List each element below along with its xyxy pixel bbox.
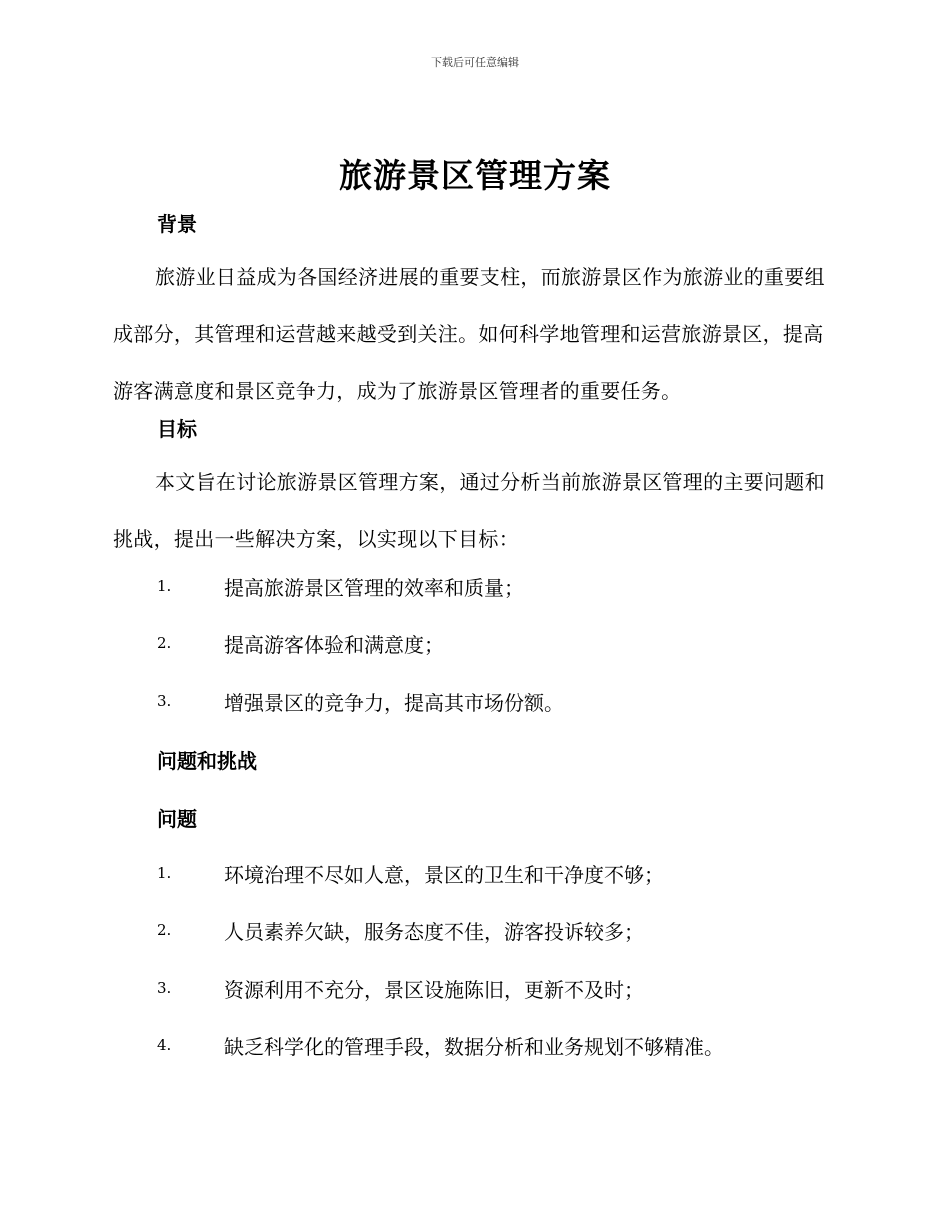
goal-list-item <box>157 687 837 717</box>
problem-list-item <box>157 1031 837 1061</box>
goal-list-item <box>157 629 837 659</box>
paragraph-goals: 本文旨在讨论旅游景区管理方案，通过分析当前旅游景区管理的主要问题和挑战，提出一些解决方案，以实现以下目标： <box>113 470 825 551</box>
section-heading-background: 背景 <box>157 212 197 236</box>
list-number: 3. <box>157 692 172 710</box>
goal-list-item <box>157 572 837 602</box>
list-text: 提高旅游景区管理的效率和质量； <box>224 576 524 600</box>
list-text: 缺乏科学化的管理手段，数据分析和业务规划不够精准。 <box>224 1035 724 1059</box>
section-heading-challenges: 问题和挑战 <box>157 749 257 773</box>
list-text: 资源利用不充分，景区设施陈旧，更新不及时； <box>224 978 644 1002</box>
document-title: 旅游景区管理方案 <box>339 156 611 195</box>
list-number: 2. <box>157 921 172 939</box>
section-heading-problems: 问题 <box>157 807 197 831</box>
problem-list-item <box>157 974 837 1004</box>
paragraph-background: 旅游业日益成为各国经济进展的重要支柱，而旅游景区作为旅游业的重要组成部分，其管理和运营越来越受到关注。如何科学地管理和运营旅游景区，提高游客满意度和景区竞争力，成为了旅游景区管理者的重要任务。 <box>113 265 825 403</box>
list-text: 增强景区的竞争力，提高其市场份额。 <box>224 691 564 715</box>
list-text: 提高游客体验和满意度； <box>224 633 444 657</box>
problem-list-item <box>157 916 837 946</box>
section-heading-goals: 目标 <box>157 417 197 441</box>
list-text: 环境治理不尽如人意，景区的卫生和干净度不够； <box>224 863 664 887</box>
list-number: 1. <box>157 864 172 882</box>
list-text: 人员素养欠缺，服务态度不佳，游客投诉较多； <box>224 920 644 944</box>
list-number: 4. <box>157 1036 172 1054</box>
list-number: 2. <box>157 634 172 652</box>
problem-list-item <box>157 859 837 889</box>
list-number: 3. <box>157 979 172 997</box>
list-number: 1. <box>157 577 172 595</box>
header-note: 下载后可任意编辑 <box>431 56 519 69</box>
